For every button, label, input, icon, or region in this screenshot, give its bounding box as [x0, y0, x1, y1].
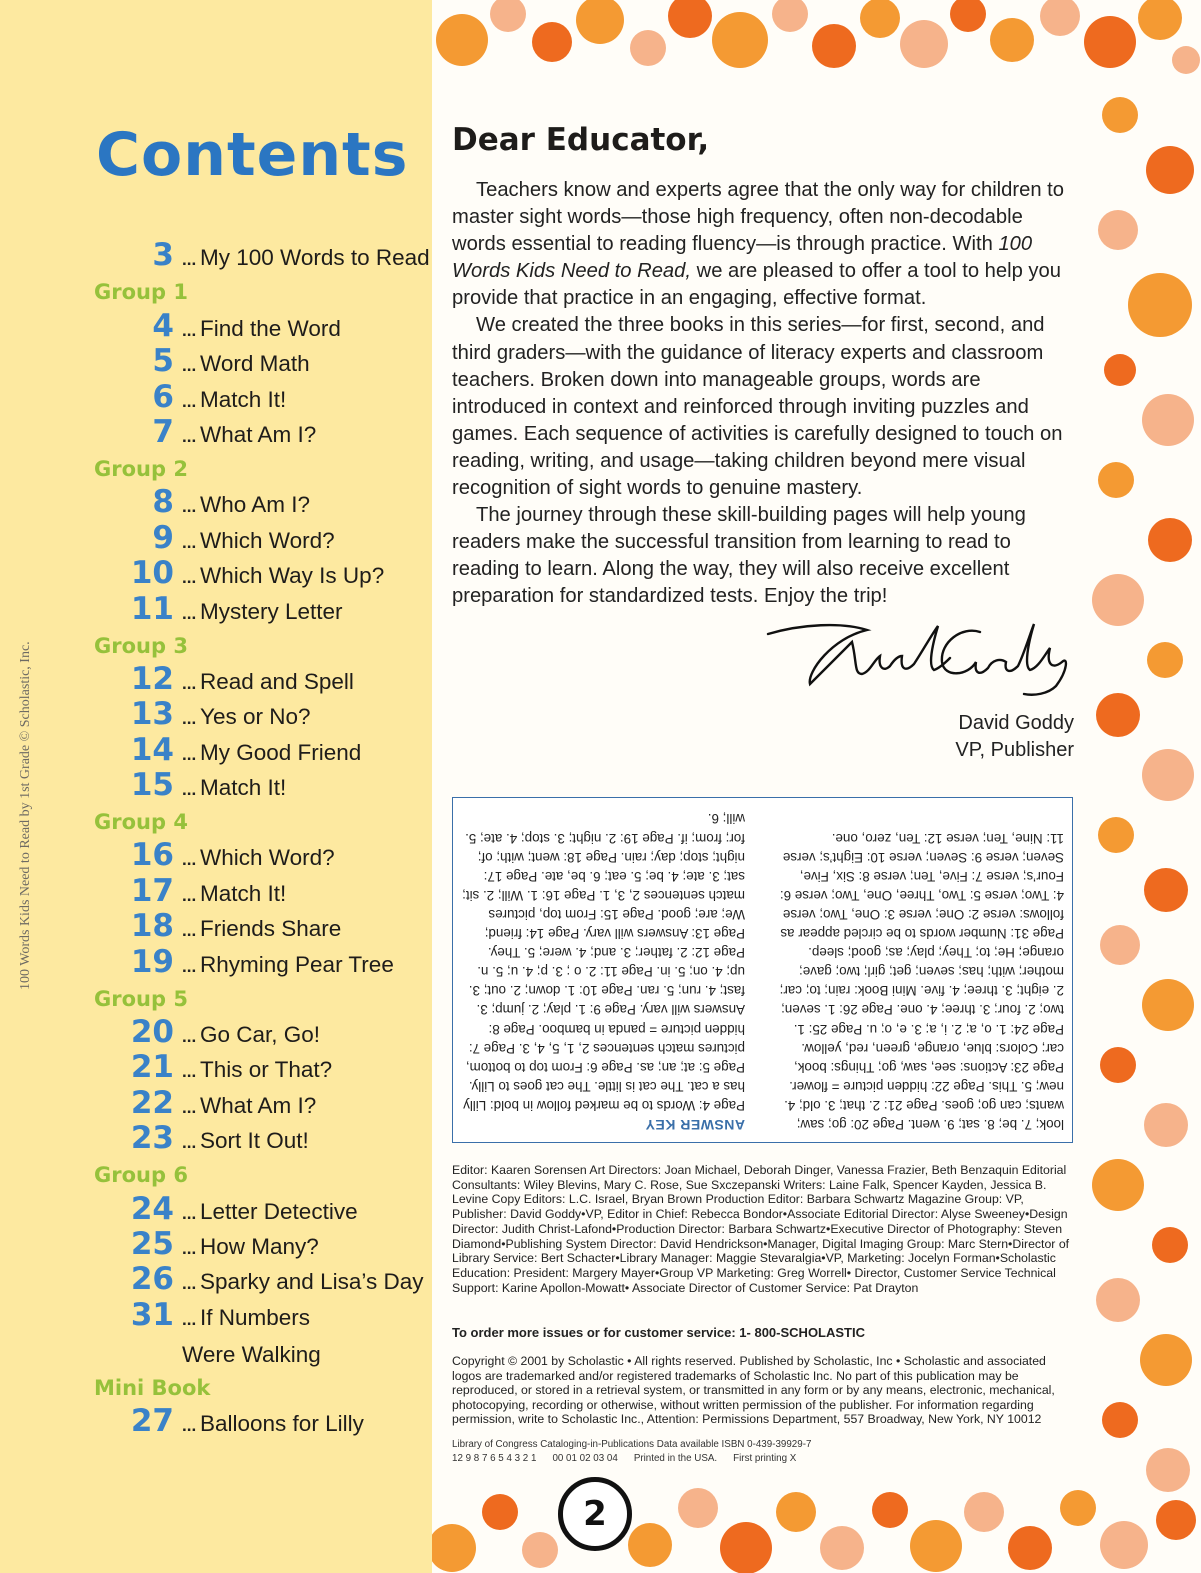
- decorative-dot: [1146, 1448, 1190, 1492]
- toc-entry-title: Yes or No?: [200, 704, 311, 730]
- toc-entry-title: If Numbers: [200, 1304, 311, 1330]
- decorative-dot: [628, 1523, 672, 1567]
- toc-entry-title: Match It!: [200, 880, 287, 906]
- toc-leader-dots: ...: [182, 320, 197, 340]
- toc-leader-dots: ...: [182, 1238, 197, 1258]
- copyright-notice: Copyright © 2001 by Scholastic • All rights reserved. Published by Scholastic, Inc • Scholastic and associated logos are trademarked and/or registered trademarks of Scholastic Inc. No part of this publication may be reproduced, or stored in a retrieval system, or transmitted in any form or by any means, electronic, mechanical, photocopying, recording or otherwise, without written permission of the publisher. For information regarding permission, write to Scholastic Inc., Attention: Permissions Department, 557 Broadway, New York, NY 10012: [452, 1354, 1055, 1427]
- decorative-dot: [720, 1522, 772, 1573]
- toc-page-number: 24: [130, 1190, 174, 1227]
- decorative-dot: [964, 1492, 1004, 1532]
- toc-entry-continuation: [94, 1335, 424, 1371]
- toc-entry-title: This or That?: [200, 1057, 333, 1083]
- toc-page-number: 4: [152, 307, 174, 344]
- decorative-dot: [1098, 210, 1138, 250]
- library-info: [452, 1438, 812, 1466]
- decorative-dot: [678, 1488, 718, 1528]
- decorative-dot: [1040, 0, 1080, 36]
- toc-entry: [94, 660, 424, 699]
- decorative-dot: [776, 1492, 816, 1532]
- answer-key-text-2: look; 7. be; 8. sat; 9. went. Page 20: go; saw; wants; can go; goes. Page 21: 2. that; 3. old; 4. new; 5. This. Page 22: hidden picture = flower. Page 23: Actions: see, saw, go; Things: book, car; Colors: blue, orange, green, red, yellow. Page 24: 1. o, a; 2. i, a; 3. e, o; u. Page 25: 1. two; 2. four; 3. three; 4. one. Page 26: 1. seven; 2. eight; 3. three; 4. five. Mini Book: rain; to; car; mother; with; has; seven; get; girl; two; gave; orange; He; to; They; play; as; good; sleep. Page 31: Number words to be circled appear as follows: verse 2: One; verse 3: One, Two; verse 4: Two; verse 5: Two, Three, One, Two; verse 6: Four’s; verse 7: Five, Ten; verse 8: Six, Five, Seven; verse 9: Seven; verse 10: Eight’s; verse 11: Nine, Ten; verse 12: Ten, zero, one.: [779, 830, 1064, 1132]
- toc-page-number: 20: [130, 1014, 174, 1051]
- toc-entry: [94, 1403, 424, 1441]
- toc-leader-dots: ...: [182, 1062, 197, 1082]
- decorative-dot: [990, 18, 1034, 62]
- toc-group-heading: Group 2: [94, 456, 188, 481]
- toc-leader-dots: ...: [182, 780, 197, 800]
- toc-entry-title: Match It!: [200, 775, 287, 801]
- toc-leader-dots: ...: [182, 921, 197, 941]
- decorative-dot: [772, 0, 808, 32]
- decorative-dot: [1138, 0, 1182, 40]
- toc-page-number: 27: [130, 1403, 174, 1440]
- toc-entry-title: Find the Word: [200, 315, 341, 341]
- decorative-dot: [490, 0, 526, 32]
- decorative-dot: [950, 0, 986, 32]
- toc-entry-title: Mystery Letter: [200, 598, 343, 624]
- answer-key-text-1: Page 4: Words to be marked follow in bold: Lilly has a cat. The cat is little. The cat goes to Lilly. Page 5: at; an; as. Page 6: From top to bottom, pictures match sentences 2, 1, 5, 4, 3. Page 7: hidden picture = panda in bamboo. Page 8: Answers will vary. Page 9: 1. play; 2. jump; 3. fast; 4. run; 5. ran. Page 10: 1. down; 2. out; 3. up; 4. on; 5. in. Page 11: 2. o ; 3. p; 4. u; 5. n. Page 12: 2. father; 3. and; 4. were; 5. They. Page 13: Answers will vary. Page 14: friend; We; are; good. Page 15: From top, pictures match sentences 2, 3, 1. Page 16: 1. Will; 2. sit; sat; 3. ate; 4. be; 5. eat; 6. be, ate. Page 17: night; stop; day; rain. Page 18: went; with; of; for; from; if. Page 19: 2. night; 3. stop; 4. ate; 5. will; 6.: [462, 811, 745, 1113]
- toc-entry-title: Rhyming Pear Tree: [200, 951, 394, 977]
- toc-leader-dots: ...: [182, 956, 197, 976]
- toc-entry: [94, 1014, 424, 1052]
- printing-line: 12 9 8 7 6 5 4 3 2 1 00 01 02 03 04 Printed in the USA. First printing X: [452, 1453, 797, 1464]
- toc-page-number: 16: [130, 837, 174, 874]
- toc-entry-title: How Many?: [200, 1233, 319, 1259]
- toc-leader-dots: ...: [182, 850, 197, 870]
- toc-leader-dots: ...: [182, 1416, 197, 1436]
- decorative-dot: [1092, 574, 1144, 626]
- toc-entry: [94, 413, 424, 452]
- decorative-dot: [1144, 1103, 1188, 1147]
- decorative-dot: [1100, 925, 1140, 965]
- decorative-dot: [668, 0, 712, 38]
- signer-block: [955, 710, 1074, 764]
- toc-leader-dots: ...: [182, 673, 197, 693]
- toc-entry: [94, 1225, 424, 1264]
- toc-entry-title: What Am I?: [200, 421, 317, 447]
- toc-entry-title: Go Car, Go!: [200, 1022, 321, 1048]
- toc-entry: [94, 1296, 424, 1334]
- toc-group-heading: Group 1: [94, 280, 188, 305]
- decorative-dot: [1142, 394, 1194, 446]
- toc-page-number: 12: [130, 660, 174, 697]
- toc-page-number: 5: [152, 343, 174, 380]
- toc-page-number: 17: [130, 872, 174, 909]
- toc-entry: [94, 1190, 424, 1228]
- decorative-dot: [860, 0, 900, 38]
- decorative-dot: [1147, 642, 1183, 678]
- decorative-dot: [1102, 1402, 1138, 1438]
- toc-page-number: 7: [152, 413, 174, 450]
- signer-name: David Goddy: [958, 712, 1074, 734]
- decorative-dot: [1142, 749, 1194, 801]
- toc-page-number: 23: [130, 1120, 174, 1157]
- decorative-dot: [712, 12, 768, 68]
- toc-entry: [94, 343, 424, 381]
- toc-entry: [94, 731, 424, 769]
- toc-leader-dots: ...: [182, 426, 197, 446]
- toc-entry: [94, 378, 424, 416]
- answer-key-column-1: [461, 809, 745, 1134]
- decorative-dot: [820, 1526, 864, 1570]
- toc-entry: [94, 1120, 424, 1158]
- toc-entry: [94, 696, 424, 734]
- toc-leader-dots: ...: [182, 568, 197, 588]
- toc-page-number: 11: [130, 590, 174, 627]
- decorative-dot: [1142, 979, 1194, 1031]
- toc-page-number: 14: [130, 731, 174, 768]
- toc-leader-dots: ...: [182, 1027, 197, 1047]
- page-number: 2: [558, 1477, 632, 1551]
- answer-key-column-2: [774, 829, 1064, 1135]
- toc-page-number: 18: [130, 908, 174, 945]
- toc-leader-dots: ...: [182, 885, 197, 905]
- signature-image: [762, 612, 1072, 702]
- decorative-dot: [872, 1492, 908, 1528]
- decorative-dot: [1096, 693, 1140, 737]
- toc-entry-title: Which Way Is Up?: [200, 563, 385, 589]
- toc-entry: [94, 872, 424, 910]
- decorative-dot: [1098, 462, 1134, 498]
- decorative-dot: [1156, 1500, 1196, 1540]
- toc-group-heading: Group 4: [94, 810, 188, 835]
- toc-page-number: 19: [130, 943, 174, 980]
- letter-paragraph-3: The journey through these skill-building pages will help young readers make the successful transition from learning to read to reading to learn. Along the way, they will also receive excellent preparation for standardized tests. Enjoy the trip!: [452, 504, 1026, 608]
- toc-entry: [94, 767, 424, 805]
- toc-entry: [94, 555, 424, 593]
- toc-page-number: 6: [152, 378, 174, 415]
- toc-entry-title: What Am I?: [200, 1092, 317, 1118]
- toc-leader-dots: ...: [182, 744, 197, 764]
- toc-entry-title: My 100 Words to Read: [200, 245, 430, 271]
- toc-group-heading: Group 5: [94, 986, 188, 1011]
- toc-entry-title: Sort It Out!: [200, 1128, 309, 1154]
- book-title: 100 Words Kids Need to Read,: [452, 233, 1033, 283]
- decorative-dot: [482, 1494, 518, 1530]
- toc-entry-title: Which Word?: [200, 527, 335, 553]
- toc-entry: [94, 1084, 424, 1122]
- toc-leader-dots: ...: [182, 391, 197, 411]
- decorative-dot: [522, 1532, 558, 1568]
- decorative-dot: [1008, 1526, 1052, 1570]
- toc-entry: [94, 590, 424, 628]
- decorative-dot: [900, 20, 948, 68]
- order-info: To order more issues or for customer service: 1- 800-SCHOLASTIC: [452, 1325, 865, 1340]
- toc-leader-dots: ...: [182, 1274, 197, 1294]
- staff-credits: Editor: Kaaren Sorensen Art Directors: Joan Michael, Deborah Dinger, Vanessa Frazier, Beth Benzaquin Editorial Consultants: Wiley Blevins, Mary C. Rose, Sue Sxczepanski Writers: Laine Falk, Spencer Kayden, Jessica B. Levine Copy Editors: L.C. Israel, Bryan Brown Production Editor: Barbara Schwartz Magazine Group: VP, Publisher: David Goddy•VP, Editor in Chief: Rebecca Bondor•Associate Editorial Director: Alyse Sweeney•Design Director: Judith Christ-Lafond•Production Director: Barbara Schwartz•Executive Director of Photography: Steven Diamond•Publishing System Director: David Hendrickson•Manager, Digital Imaging Group: Marc Stern•Director of Library Service: Bert Schacter•Library Manager: Maggie Stevaralgia•VP, Marketing: Jocelyn Forman•Scholastic Education: President: Margery Mayer•Group VP Marketing: Greg Worrell• Director, Customer Service Technical Support: Karine Apollon-Mowatt• Associate Director of Customer Service: Pat Drayton: [452, 1163, 1070, 1295]
- toc-group-heading: Group 6: [94, 1163, 188, 1188]
- decorative-dot: [576, 0, 624, 44]
- decorative-dot: [1084, 16, 1136, 68]
- decorative-dot: [1172, 46, 1200, 74]
- toc-entry-title: Match It!: [200, 386, 287, 412]
- toc-entry: [94, 1049, 424, 1087]
- decorative-dot: [1140, 1334, 1192, 1386]
- toc-entry-title: Sparky and Lisa’s Day: [200, 1269, 424, 1295]
- decorative-dot: [1104, 354, 1136, 386]
- decorative-dot: [1096, 1278, 1140, 1322]
- toc-leader-dots: ...: [182, 497, 197, 517]
- toc-entry-title: Word Math: [200, 351, 310, 377]
- decorative-dot: [1102, 97, 1138, 133]
- toc-page-number: 8: [152, 484, 174, 521]
- toc-page-number: 9: [152, 519, 174, 556]
- toc-page-number: 31: [130, 1296, 174, 1333]
- toc-entry: [94, 519, 424, 557]
- letter-paragraph-1: Teachers know and experts agree that the only way for children to master sight words—those high frequency, often non-decodable words essential to reading fluency—is through practice. With 100 Words Kids Need to Read, we are pleased to offer a tool to help you provide that practice in an engaging, effective format.: [452, 179, 1065, 310]
- toc-leader-dots: ...: [182, 356, 197, 376]
- signer-title: VP, Publisher: [955, 739, 1074, 761]
- toc-entry-title: Balloons for Lilly: [200, 1411, 364, 1437]
- toc-page-number: 21: [130, 1049, 174, 1086]
- library-cataloging: Library of Congress Cataloging-in-Publications Data available ISBN 0-439-39929-7: [452, 1439, 812, 1450]
- letter-paragraph-2: We created the three books in this series—for first, second, and third graders—with the guidance of literacy experts and classroom teachers. Broken down into manageable groups, words are introduced in context and reinforced through inviting puzzles and games. Each sequence of activities is carefully designed to touch on reading, writing, and usage—taking children beyond mere visual recognition of sight words to genuine mastery.: [452, 314, 1063, 500]
- toc-leader-dots: ...: [182, 1203, 197, 1223]
- toc-leader-dots: ...: [182, 1133, 197, 1153]
- toc-entry-title: Were Walking: [182, 1341, 321, 1367]
- answer-key-box: [452, 797, 1073, 1143]
- toc-leader-dots: ...: [182, 709, 197, 729]
- decorative-dot: [1144, 868, 1188, 912]
- toc-entry-title: Friends Share: [200, 916, 342, 942]
- decorative-dot: [1100, 1521, 1148, 1569]
- toc-entry: [94, 943, 424, 981]
- decorative-dot: [1128, 273, 1192, 337]
- toc-entry: [94, 908, 424, 946]
- toc-entry: [94, 1261, 424, 1299]
- toc-leader-dots: ...: [182, 532, 197, 552]
- toc-leader-dots: ...: [182, 603, 197, 623]
- toc-group-heading: Group 3: [94, 633, 188, 658]
- decorative-dot: [630, 30, 666, 66]
- decorative-dot: [1098, 817, 1134, 853]
- decorative-dot: [1100, 1047, 1136, 1083]
- toc-leader-dots: ...: [182, 250, 197, 270]
- toc-page-number: 10: [130, 555, 174, 592]
- toc-group-heading: Mini Book: [94, 1375, 211, 1400]
- answer-key-title: ANSWER KEY: [645, 1117, 745, 1133]
- decorative-dot: [1152, 1227, 1188, 1263]
- toc-page-number: 15: [130, 767, 174, 804]
- decorative-dot: [428, 1524, 476, 1572]
- contents-title: Contents: [96, 120, 409, 190]
- toc-entry: [94, 307, 424, 345]
- toc-page-number: 3: [152, 237, 174, 274]
- toc-entry: [94, 484, 424, 522]
- toc-entry-title: Letter Detective: [200, 1198, 358, 1224]
- toc-entry-title: My Good Friend: [200, 739, 362, 765]
- toc-page-number: 25: [130, 1225, 174, 1262]
- toc-entry-title: Which Word?: [200, 845, 335, 871]
- toc-entry: [94, 837, 424, 875]
- letter-body: [452, 177, 1072, 611]
- toc-leader-dots: ...: [182, 1097, 197, 1117]
- answer-key-upside-down: [453, 798, 1072, 1142]
- toc-page-number: 22: [130, 1084, 174, 1121]
- decorative-dot: [1060, 1490, 1096, 1526]
- toc-entry: [94, 237, 430, 275]
- decorative-dot: [436, 14, 488, 66]
- toc-leader-dots: ...: [182, 1309, 197, 1329]
- decorative-dot: [812, 24, 856, 68]
- toc-page-number: 13: [130, 696, 174, 733]
- decorative-dot: [1092, 1159, 1144, 1211]
- decorative-dot: [1146, 146, 1194, 194]
- decorative-dot: [532, 22, 572, 62]
- toc-entry-title: Who Am I?: [200, 492, 311, 518]
- toc-entry-title: Read and Spell: [200, 668, 354, 694]
- toc-page-number: 26: [130, 1261, 174, 1298]
- table-of-contents: [94, 237, 430, 1441]
- side-copyright-credit: 100 Words Kids Need to Read by 1st Grade © Scholastic, Inc.: [18, 641, 33, 990]
- letter-greeting: Dear Educator,: [452, 122, 710, 158]
- decorative-dot: [910, 1520, 962, 1572]
- decorative-dot: [1148, 518, 1192, 562]
